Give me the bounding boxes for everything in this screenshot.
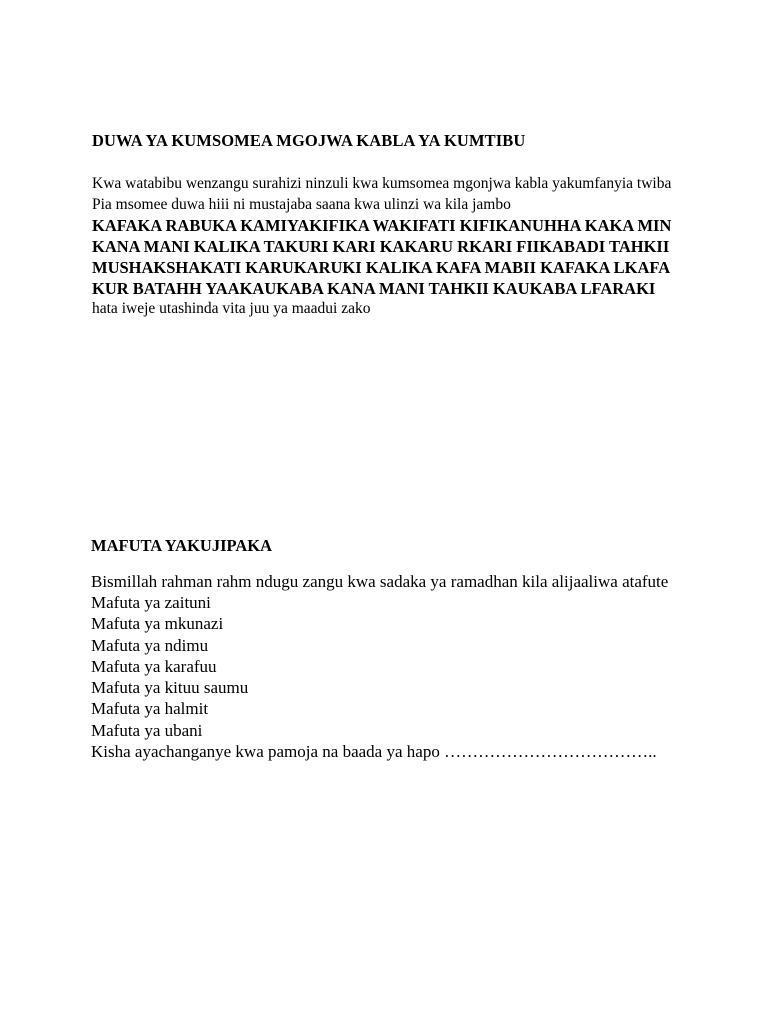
intro-paragraph: Bismillah rahman rahm ndugu zangu kwa sadaka ya ramadhan kila alijaaliwa atafute	[91, 572, 669, 591]
list-item: Mafuta ya karafuu	[91, 656, 217, 676]
closing-line: Kisha ayachanganye kwa pamoja na baada ya hapo ………………………………..	[91, 742, 657, 762]
list-item: Mafuta ya halmit	[91, 699, 209, 719]
closing-line: hata iweje utashinda vita juu ya maadui zako	[92, 300, 371, 317]
intro-paragraph-2: Pia msomee duwa hiii ni mustajaba saana kwa ulinzi wa kila jambo	[92, 195, 511, 213]
section-duwa	[92, 130, 692, 320]
list-item: Mafuta ya kituu saumu	[91, 678, 249, 698]
section-heading: MAFUTA YAKUJIPAKA	[91, 536, 273, 555]
list-item: Mafuta ya ndimu	[91, 635, 209, 655]
list-item: Mafuta ya mkunazi	[91, 614, 224, 634]
list-item: Mafuta ya zaituni	[91, 593, 211, 612]
intro-paragraph: Kwa watabibu wenzangu surahizi ninzuli kwa kumsomea mgonjwa kabla yakumfanyia twiba	[92, 175, 672, 192]
section-mafuta	[91, 535, 691, 762]
prayer-text: KAFAKA RABUKA KAMIYAKIFIKA WAKIFATI KIFIKANUHHA KAKA MIN KANA MANI KALIKA TAKURI KARI KAKARU RKARI FIIKABADI TAHKII MUSHAKSHAKATI KARUKARUKI KALIKA KAFA MABII KAFAKA LKAFA KUR BATAHH YAAKAUKABA KANA MANI TAHKII KAUKABA LFARAKI	[92, 216, 672, 298]
section-heading: DUWA YA KUMSOMEA MGOJWA KABLA YA KUMTIBU	[92, 131, 526, 150]
list-item: Mafuta ya ubani	[91, 720, 203, 740]
